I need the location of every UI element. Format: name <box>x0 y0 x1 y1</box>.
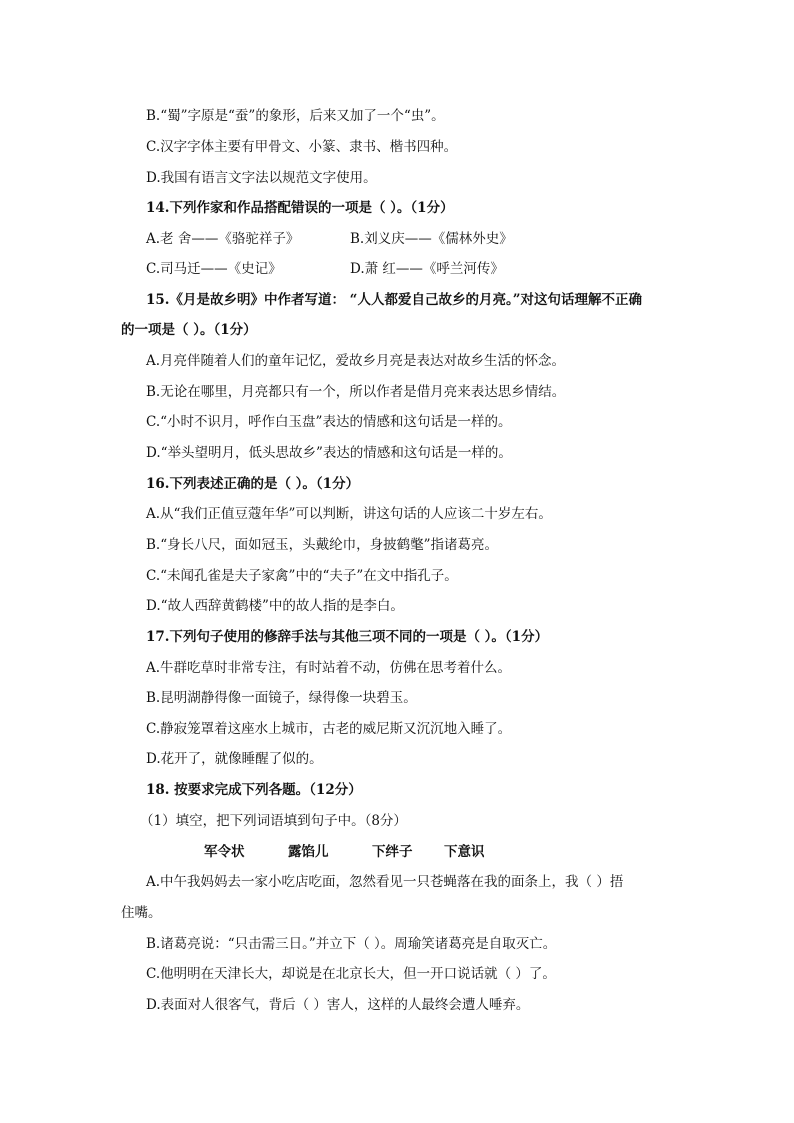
q16-option-d: D.“故人西辞黄鹤楼”中的故人指的是李白。 <box>146 598 404 614</box>
q18-sentence-a: A.中午我妈妈去一家小吃店吃面，忽然看见一只苍蝇落在我的面条上，我（ ）捂 <box>146 874 624 890</box>
q18-sentence-b: B.诸葛亮说：“只击需三日。”并立下（ ）。周瑜笑诸葛亮是自取灭亡。 <box>146 936 557 952</box>
q18-part-1-instruction: （1）填空，把下列词语填到句子中。（8分） <box>140 813 407 829</box>
q17-option-b: B.昆明湖静得像一面镜子，绿得像一块碧玉。 <box>146 690 417 706</box>
q14-option-b: B.刘义庆——《儒林外史》 <box>350 231 513 247</box>
word-bank-item: 下绊子 <box>372 844 413 860</box>
q18-sentence-d: D.表面对人很客气，背后（ ）害人，这样的人最终会遭人唾弃。 <box>146 997 530 1013</box>
q15-stem-continued: 的一项是（ ）。（1分） <box>121 322 257 338</box>
q18-sentence-c: C.他明明在天津长大，却说是在北京长大，但一开口说话就（ ）了。 <box>146 966 556 982</box>
q14-option-d: D.萧 红——《呼兰河传》 <box>350 261 504 277</box>
q15-option-a: A.月亮伴随着人们的童年记忆，爱故乡月亮是表达对故乡生活的怀念。 <box>146 353 566 369</box>
q16-option-c: C.“未闻孔雀是夫子家禽”中的“夫子”在文中指孔子。 <box>146 568 458 584</box>
q17-stem: 17.下列句子使用的修辞手法与其他三项不同的一项是（ ）。（1分） <box>146 629 549 645</box>
q14-option-a: A.老 舍——《骆驼祥子》 <box>146 231 300 247</box>
q17-option-a: A.牛群吃草时非常专注，有时站着不动，仿佛在思考着什么。 <box>146 660 512 676</box>
q15-option-b: B.无论在哪里，月亮都只有一个，所以作者是借月亮来表达思乡情结。 <box>146 384 566 400</box>
word-bank-item: 露馅儿 <box>288 844 329 860</box>
q17-option-d: D.花开了，就像睡醒了似的。 <box>146 751 323 767</box>
word-bank-item: 军令状 <box>204 844 245 860</box>
q15-option-d: D.“举头望明月，低头思故乡”表达的情感和这句话是一样的。 <box>146 445 512 461</box>
q13-option-b: B.“蜀”字原是“蚕”的象形，后来又加了一个“虫”。 <box>146 108 445 124</box>
word-bank-item: 下意识 <box>444 844 485 860</box>
q14-option-c: C.司马迁——《史记》 <box>146 261 282 277</box>
q18-sentence-a-continued: 住嘴。 <box>121 905 162 921</box>
q18-stem: 18. 按要求完成下列各题。（12分） <box>146 782 362 798</box>
q14-stem: 14.下列作家和作品搭配错误的一项是（ ）。（1分） <box>146 200 454 216</box>
q13-option-d: D.我国有语言文字法以规范文字使用。 <box>146 170 377 186</box>
q17-option-c: C.静寂笼罩着这座水上城市，古老的威尼斯又沉沉地入睡了。 <box>146 721 512 737</box>
q15-option-c: C.“小时不识月，呼作白玉盘”表达的情感和这句话是一样的。 <box>146 414 512 430</box>
q16-option-a: A.从“我们正值豆蔻年华”可以判断，讲这句话的人应该二十岁左右。 <box>146 506 552 522</box>
q16-stem: 16.下列表述正确的是（ ）。（1分） <box>146 476 360 492</box>
q15-stem: 15.《月是故乡明》中作者写道： “人人都爱自己故乡的月亮。”对这句话理解不正确 <box>146 292 642 308</box>
q16-option-b: B.“身长八尺，面如冠玉，头戴纶巾，身披鹤氅”指诸葛亮。 <box>146 537 499 553</box>
q13-option-c: C.汉字字体主要有甲骨文、小篆、隶书、楷书四种。 <box>146 139 458 155</box>
